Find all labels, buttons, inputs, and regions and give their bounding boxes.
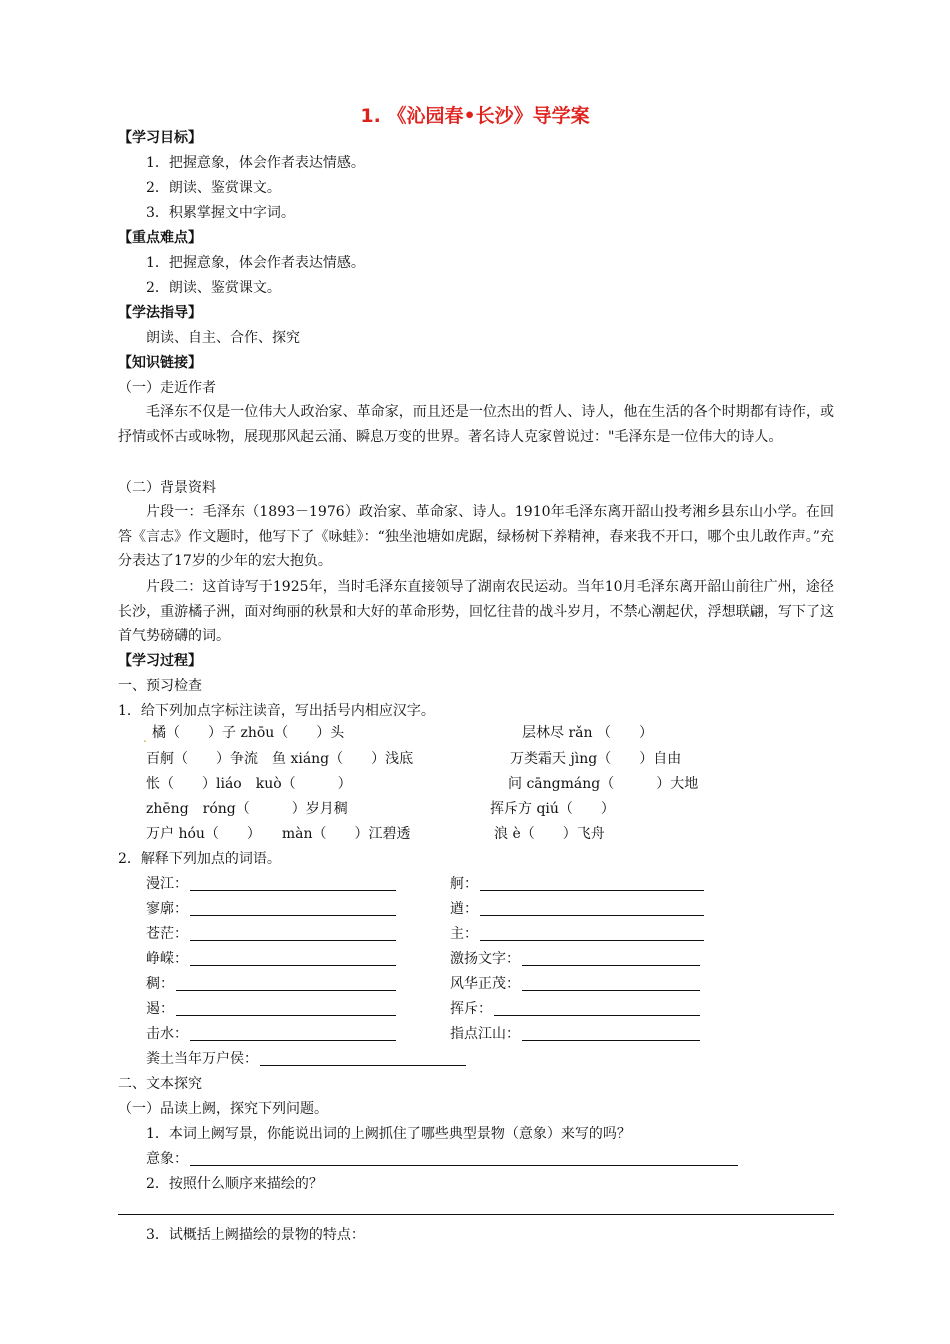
term-row: [450, 998, 700, 1020]
difficulties-heading: 【重点难点】: [118, 230, 202, 246]
question-2: 2．解释下列加点的词语。: [118, 851, 281, 867]
pinyin-row-right: 挥斥方 qiú（ ）: [490, 801, 615, 817]
answer-blank[interactable]: [176, 1000, 396, 1016]
method-heading: 【学法指导】: [118, 305, 202, 321]
objective-item: 2．朗读、鉴赏课文。: [146, 180, 281, 196]
pinyin-row-left: zhēng róng（ ）岁月稠: [146, 801, 348, 817]
term-label: 挥斥：: [450, 1001, 492, 1017]
term-label: 风华正茂：: [450, 976, 520, 992]
difficulty-item: 2．朗读、鉴赏课文。: [146, 280, 281, 296]
objective-item: 3．积累掌握文中字词。: [146, 205, 295, 221]
question-1: 1．给下列加点字标注读音，写出括号内相应汉字。: [118, 703, 435, 719]
term-label: 主：: [450, 926, 478, 942]
answer-blank[interactable]: [176, 975, 396, 991]
difficulty-item: 1．把握意象，体会作者表达情感。: [146, 255, 365, 271]
answer-blank[interactable]: [522, 950, 700, 966]
imagery-label: 意象：: [146, 1151, 188, 1167]
explore-subheading: （一）品读上阙，探究下列问题。: [118, 1101, 328, 1117]
imagery-row: [146, 1148, 738, 1170]
answer-blank[interactable]: [190, 875, 396, 891]
term-row: [450, 973, 700, 995]
term-label: 漫江：: [146, 876, 188, 892]
term-row: [146, 1048, 466, 1070]
answer-blank[interactable]: [190, 1025, 396, 1041]
objective-item: 1．把握意象，体会作者表达情感。: [146, 155, 365, 171]
preview-heading: 一、预习检查: [118, 678, 202, 694]
explore-question-1: 1．本词上阙写景，你能说出词的上阙抓住了哪些典型景物（意象）来写的吗？: [146, 1126, 631, 1142]
page-title: 1. 《沁园春•长沙》导学案: [360, 105, 590, 127]
answer-blank[interactable]: [480, 875, 704, 891]
answer-blank[interactable]: [190, 900, 396, 916]
term-row: [450, 1023, 700, 1045]
objectives-heading: 【学习目标】: [118, 130, 202, 146]
answer-blank[interactable]: [480, 925, 704, 941]
term-row: [146, 948, 396, 970]
term-row: [146, 1023, 396, 1045]
answer-blank[interactable]: [260, 1050, 466, 1066]
explore-question-3: 3．试概括上阙描绘的景物的特点：: [146, 1227, 365, 1243]
term-row: [450, 948, 700, 970]
pinyin-row-left: 百舸（ ）争流 鱼 xiáng（ ）浅底: [146, 751, 414, 767]
answer-blank[interactable]: [522, 1025, 700, 1041]
term-label: 激扬文字：: [450, 951, 520, 967]
term-row: [450, 898, 704, 920]
explore-question-2: 2．按照什么顺序来描绘的？: [146, 1176, 323, 1192]
term-row: [146, 973, 396, 995]
term-label: 遒：: [450, 901, 478, 917]
background-paragraph-2: 片段二：这首诗写于1925年，当时毛泽东直接领导了湖南农民运动。当年10月毛泽东离开韶山前往广州，途径长沙，重游橘子洲，面对绚丽的秋景和大好的革命形势，回忆往昔的战斗岁月，不禁心潮起伏，浮想联翩，写下了这首气势磅礴的词。: [118, 579, 834, 645]
pinyin-row-right: 浪 è（ ）飞舟: [494, 826, 605, 842]
answer-blank[interactable]: [190, 950, 396, 966]
term-row: [146, 873, 396, 895]
pinyin-row-left: 万户 hóu（ ） màn（ ）江碧透: [146, 826, 411, 842]
term-row: [146, 898, 396, 920]
answer-blank[interactable]: [190, 925, 396, 941]
answer-blank[interactable]: [480, 900, 704, 916]
term-label: 舸：: [450, 876, 478, 892]
pinyin-row-left: 橘（ ）子 zhōu（ ）头: [152, 725, 345, 741]
answer-blank[interactable]: [494, 1000, 700, 1016]
method-text: 朗读、自主、合作、探究: [146, 330, 300, 346]
term-label: 稠：: [146, 976, 174, 992]
answer-blank[interactable]: [522, 975, 700, 991]
term-label: 峥嵘：: [146, 951, 188, 967]
author-paragraph: 毛泽东不仅是一位伟大人政治家、革命家，而且还是一位杰出的哲人、诗人，他在生活的各个时期都有诗作，或抒情或怀古或咏物，展现那风起云涌、瞬息万变的世界。著名诗人克家曾说过："毛泽东是一位伟大的诗人。: [118, 404, 834, 445]
author-heading: （一）走近作者: [118, 380, 216, 396]
term-row: [450, 873, 704, 895]
term-row: [450, 923, 704, 945]
pinyin-row-right: 问 cāngmáng（ ）大地: [508, 776, 699, 792]
pinyin-row-left: 怅（ ）liáo kuò（ ）: [146, 776, 352, 792]
process-heading: 【学习过程】: [118, 653, 202, 669]
answer-line[interactable]: [118, 1214, 834, 1215]
answer-blank[interactable]: [190, 1150, 738, 1166]
term-label: 遏：: [146, 1001, 174, 1017]
background-paragraph-1: 片段一：毛泽东（1893－1976）政治家、革命家、诗人。1910年毛泽东离开韶山投考湘乡县东山小学。在回答《言志》作文题时，他写下了《咏蛙》：“独坐池塘如虎踞，绿杨树下养精神，春来我不开口，哪个虫儿敢作声。”充分表达了17岁的少年的宏大抱负。: [118, 504, 834, 570]
term-row: [146, 998, 396, 1020]
knowledge-heading: 【知识链接】: [118, 355, 202, 371]
term-label: 寥廓：: [146, 901, 188, 917]
pinyin-row-right: 万类霜天 jìng（ ）自由: [510, 751, 682, 767]
explore-heading: 二、文本探究: [118, 1076, 202, 1092]
term-label: 击水：: [146, 1026, 188, 1042]
term-label: 指点江山：: [450, 1026, 520, 1042]
background-heading: （二）背景资料: [118, 480, 216, 496]
term-row: [146, 923, 396, 945]
term-label: 粪土当年万户侯：: [146, 1051, 258, 1067]
term-label: 苍茫：: [146, 926, 188, 942]
emphasis-dot-icon: .: [143, 731, 147, 745]
pinyin-row-right: 层林尽 rǎn （ ）: [522, 725, 653, 741]
